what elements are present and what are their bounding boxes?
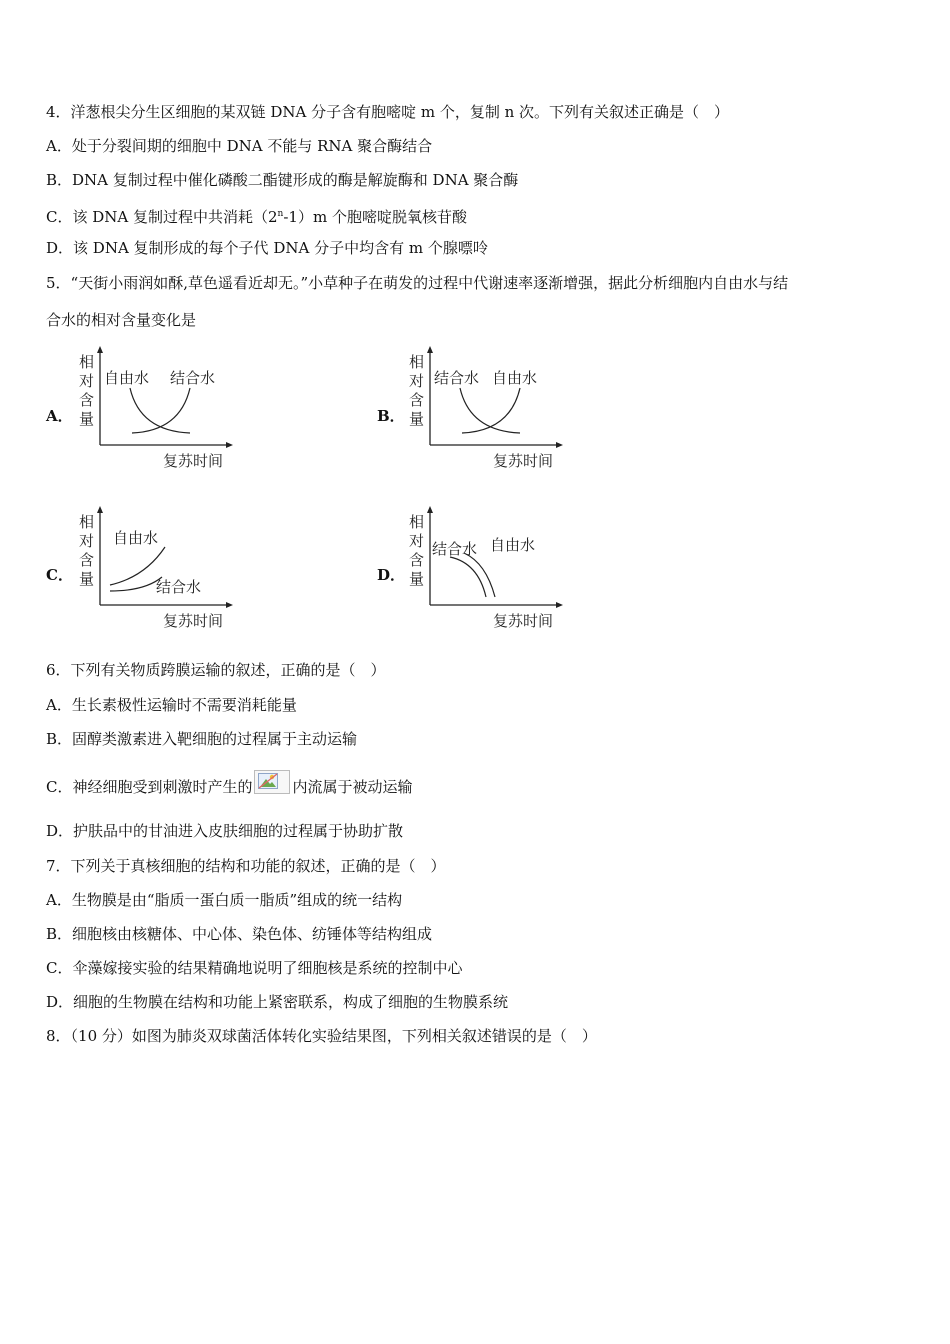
- ylabel-char: 含: [79, 391, 95, 409]
- ylabel-char: 对: [409, 532, 425, 550]
- q4-option-c-pre: C．该 DNA 复制过程中共消耗（2: [46, 208, 278, 226]
- q7-option-c: C．伞藻嫁接实验的结果精确地说明了细胞核是系统的控制中心: [46, 959, 463, 977]
- curve-bound-water: [110, 577, 162, 591]
- y-axis-arrow: [97, 346, 103, 353]
- curve1-label: 自由水: [113, 529, 159, 547]
- x-axis-arrow: [226, 602, 233, 608]
- q4-option-c-sup: n: [277, 209, 284, 219]
- q7-option-a: A．生物膜是由“脂质一蛋白质一脂质”组成的统一结构: [46, 891, 403, 909]
- curve-bound-water: [450, 557, 486, 597]
- q5-stem-line2: 合水的相对含量变化是: [46, 311, 197, 329]
- q5-option-b-graph: [400, 345, 580, 475]
- xlabel: 复苏时间: [163, 612, 224, 630]
- q5-option-a-graph: [70, 345, 250, 475]
- ylabel-char: 相: [79, 513, 95, 531]
- curve1-label: 自由水: [104, 369, 150, 387]
- q6-option-c-post: 内流属于被动运输: [292, 778, 413, 796]
- curve-free-water: [462, 388, 520, 433]
- q5-stem-line1: 5．“天街小雨润如酥,草色遥看近却无。”小草种子在萌发的过程中代谢速率逐渐增强，据此分析细胞内自由水与结: [46, 274, 789, 292]
- xlabel: 复苏时间: [493, 452, 554, 470]
- q6-option-d: D．护肤品中的甘油进入皮肤细胞的过程属于协助扩散: [46, 822, 404, 840]
- curve2-label: 自由水: [492, 369, 538, 387]
- q6-stem: 6．下列有关物质跨膜运输的叙述，正确的是（ ）: [46, 661, 386, 679]
- q4-option-c-post: -1）m 个胞嘧啶脱氧核苷酸: [283, 208, 467, 226]
- q6-option-c-pre: C．神经细胞受到刺激时产生的: [46, 778, 253, 796]
- q7-option-d: D．细胞的生物膜在结构和功能上紧密联系，构成了细胞的生物膜系统: [46, 993, 509, 1011]
- ylabel-char: 量: [79, 410, 95, 428]
- y-axis-arrow: [427, 346, 433, 353]
- q5-option-d-label: D．: [377, 566, 406, 584]
- y-axis-arrow: [427, 506, 433, 513]
- q6-option-a: A．生长素极性运输时不需要消耗能量: [46, 696, 297, 714]
- y-axis-arrow: [97, 506, 103, 513]
- ylabel-char: 相: [79, 353, 95, 371]
- q4-option-b: B．DNA 复制过程中催化磷酸二酯键形成的酶是解旋酶和 DNA 聚合酶: [46, 171, 519, 189]
- q7-stem: 7．下列关于真核细胞的结构和功能的叙述，正确的是（ ）: [46, 857, 446, 875]
- q5-option-d-graph: [400, 505, 580, 635]
- broken-image-icon: [254, 770, 290, 794]
- ylabel-char: 量: [409, 410, 425, 428]
- ylabel-char: 对: [409, 372, 425, 390]
- xlabel: 复苏时间: [163, 452, 224, 470]
- curve-free-water: [464, 553, 495, 597]
- xlabel: 复苏时间: [493, 612, 554, 630]
- q5-option-c-label: C．: [46, 566, 73, 584]
- curve2-label: 结合水: [156, 578, 202, 596]
- ylabel-char: 量: [409, 570, 425, 588]
- q5-option-b-label: B．: [377, 407, 405, 425]
- ylabel-char: 量: [79, 570, 95, 588]
- ylabel-char: 对: [79, 372, 95, 390]
- curve2-label: 自由水: [490, 536, 536, 554]
- ylabel-char: 相: [409, 353, 425, 371]
- q4-option-c: [46, 204, 467, 227]
- ylabel-char: 对: [79, 532, 95, 550]
- q6-option-c: [46, 770, 413, 800]
- ylabel-char: 相: [409, 513, 425, 531]
- q5-option-a-label: A．: [46, 407, 73, 425]
- x-axis-arrow: [226, 442, 233, 448]
- ylabel-char: 含: [409, 551, 425, 569]
- curve1-label: 结合水: [432, 540, 478, 558]
- x-axis-arrow: [556, 442, 563, 448]
- q4-option-a: A．处于分裂间期的细胞中 DNA 不能与 RNA 聚合酶结合: [46, 137, 433, 155]
- q5-option-c-graph: [70, 505, 250, 635]
- curve-bound-water: [132, 388, 190, 433]
- q8-stem: 8．（10 分）如图为肺炎双球菌活体转化实验结果图，下列相关叙述错误的是（ ）: [46, 1027, 597, 1045]
- ylabel-char: 含: [409, 391, 425, 409]
- curve2-label: 结合水: [170, 369, 216, 387]
- ylabel-char: 含: [79, 551, 95, 569]
- q4-option-d: D．该 DNA 复制形成的每个子代 DNA 分子中均含有 m 个腺嘌呤: [46, 239, 488, 257]
- q6-option-b: B．固醇类激素进入靶细胞的过程属于主动运输: [46, 730, 358, 748]
- x-axis-arrow: [556, 602, 563, 608]
- q7-option-b: B．细胞核由核糖体、中心体、染色体、纺锤体等结构组成: [46, 925, 433, 943]
- q4-stem: 4．洋葱根尖分生区细胞的某双链 DNA 分子含有胞嘧啶 m 个，复制 n 次。下列有关叙述正确是（ ）: [46, 103, 730, 121]
- curve1-label: 结合水: [434, 369, 480, 387]
